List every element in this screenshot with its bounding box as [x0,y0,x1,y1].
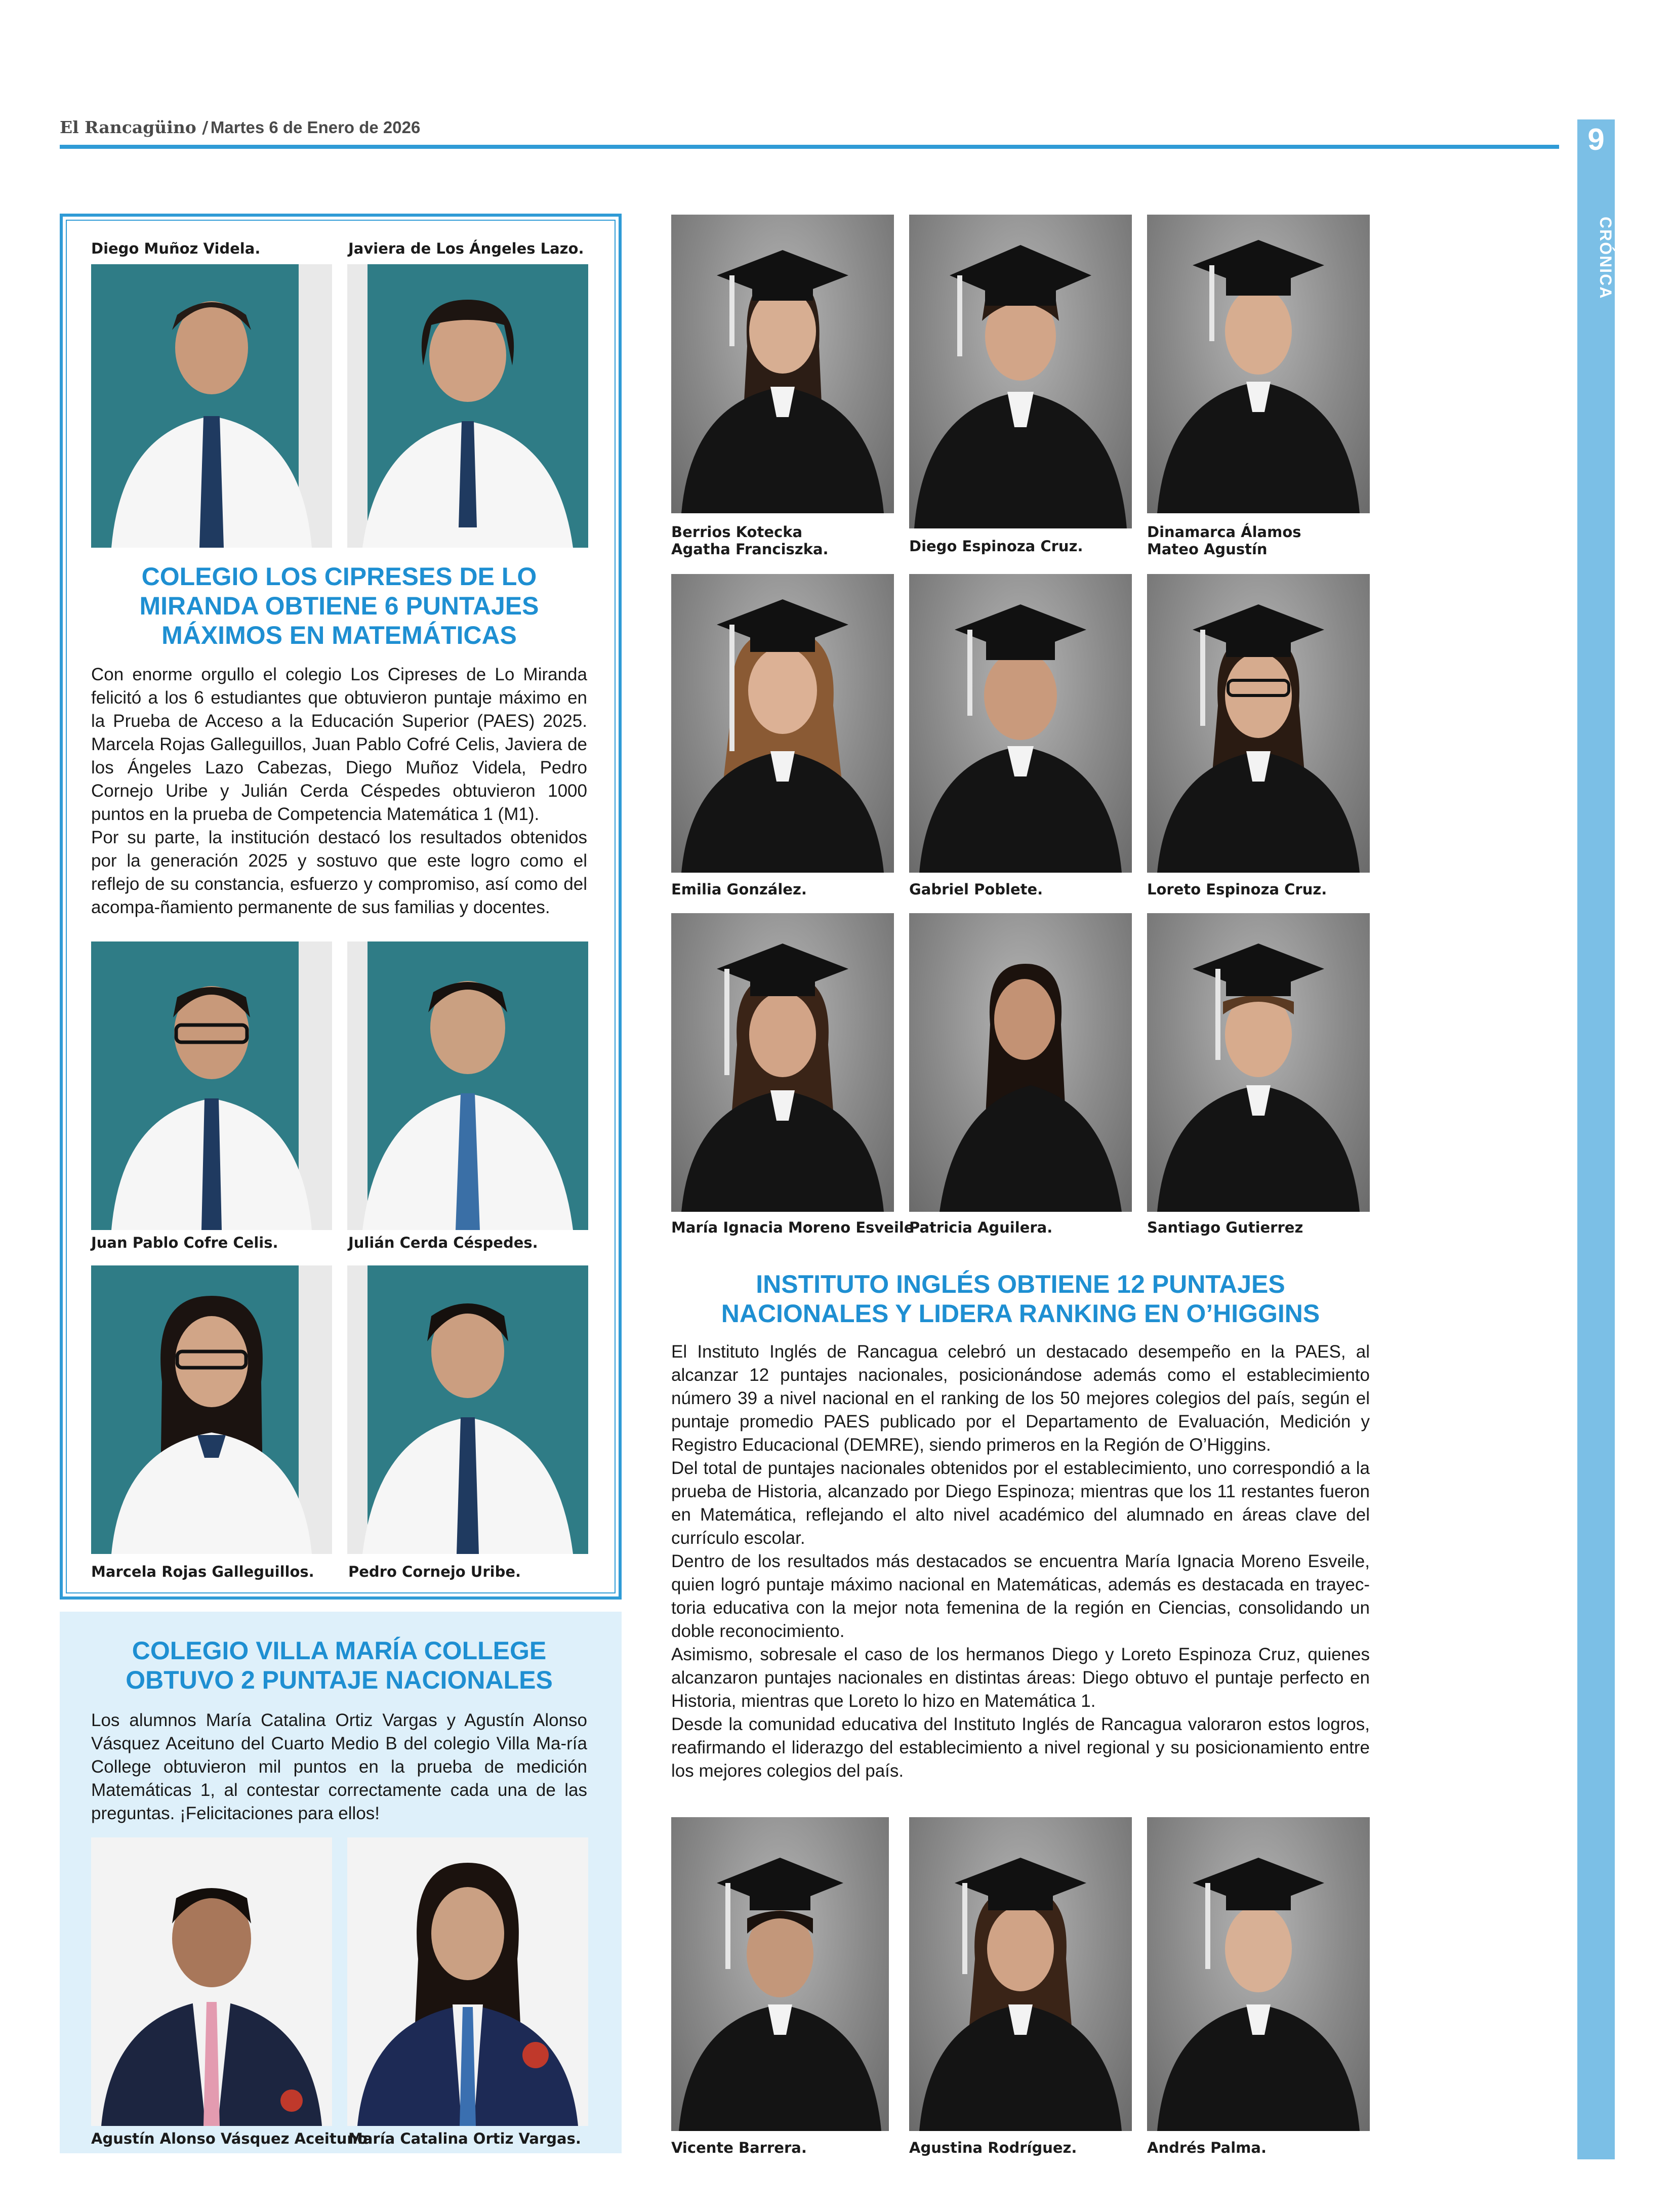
ingles-paragraph: Dentro de los resultados más destacados se encuentra María Ignacia Moreno Esveile, quien logró puntaje máximo nacional en Matemáticas, además es destacada en trayec-toria educativa con la mejor nota femenina de la región en Ciencias, consolidando un doble reconocimiento. [671,1551,1370,1641]
caption-dinamarca-alamos: Dinamarca Álamos [1147,523,1301,541]
villamaria-headline: COLEGIO VILLA MARÍA COLLEGE OBTUVO 2 PUNTAJE NACIONALES [126,1636,553,1694]
photo-santiago-gutierrez [1147,913,1370,1212]
photo-berrios-kotecka [671,215,894,513]
cipreses-body [91,663,587,919]
caption-santiago-gutierrez: Santiago Gutierrez [1147,1219,1303,1236]
ingles-paragraph: El Instituto Inglés de Rancagua celebró un destacado desempeño en la PAES, al alcanzar 12 puntajes nacionales, posicionándose además como el establecimiento número 39 a nivel nacional en el ranking de los 50 mejores colegios del país, según el puntaje promedio PAES publicado por el Departamento de Evaluación, Medición y Registro Educacional (DEMRE), siendo primeros en la Región de O’Higgins. [671,1342,1370,1455]
photo-maria-ignacia-moreno [671,913,894,1212]
photo-diego-munoz [91,264,332,548]
cipreses-paragraph: Por su parte, la institución destacó los resultados obtenidos por la generación 2025 y sostuvo que este logro como el reflejo de su constancia, esfuerzo y compromiso, así como del acompa-ñamiento permanente de sus familias y docentes. [91,828,587,917]
caption-agatha-franciszka: Agatha Franciszka. [671,541,829,558]
caption-andres-palma: Andrés Palma. [1147,2139,1267,2156]
photo-marcela-rojas [91,1265,332,1554]
photo-andres-palma [1147,1817,1370,2131]
caption-agustina-rodriguez: Agustina Rodríguez. [909,2139,1077,2156]
photo-loreto-espinoza [1147,574,1370,873]
caption-agustin-vasquez: Agustín Alonso Vásquez Aceituno [91,2130,368,2147]
header-rule [60,145,1559,149]
photo-javiera-lazo [347,264,588,548]
caption-emilia-gonzalez: Emilia González. [671,881,807,898]
publication-name: El Rancagüino / [60,117,209,137]
publication-date: Martes 6 de Enero de 2026 [210,118,421,137]
ingles-headline: INSTITUTO INGLÉS OBTIENE 12 PUNTAJES NACIONALES Y LIDERA RANKING EN O’HIGGINS [721,1270,1320,1328]
photo-emilia-gonzalez [671,574,894,873]
photo-agustina-rodriguez [909,1817,1132,2131]
caption-marcela-rojas: Marcela Rojas Galleguillos. [91,1563,314,1580]
caption-javiera-lazo: Javiera de Los Ángeles Lazo. [348,240,584,257]
caption-vicente-barrera: Vicente Barrera. [671,2139,807,2156]
photo-diego-espinoza [909,215,1132,528]
caption-loreto-espinoza: Loreto Espinoza Cruz. [1147,881,1327,898]
side-strip [1577,119,1615,2159]
page-header [60,117,1558,148]
photo-agustin-vasquez [91,1837,332,2126]
photo-dinamarca-alamos [1147,215,1370,513]
ingles-paragraph: Desde la comunidad educativa del Instituto Inglés de Rancagua valoraron estos logros, reafirmando el liderazgo del establecimiento a nivel regional y su posicionamiento entre los mejores colegios del país. [671,1714,1370,1781]
caption-julian-cerda: Julián Cerda Céspedes. [348,1234,538,1251]
caption-maria-ignacia-moreno: María Ignacia Moreno Esveile [671,1219,914,1236]
caption-gabriel-poblete: Gabriel Poblete. [909,881,1043,898]
ingles-paragraph: Asimismo, sobresale el caso de los hermanos Diego y Loreto Espinoza Cruz, quienes alcanzaron puntajes nacionales en distintas áreas: Diego obtuvo el puntaje perfecto en Historia, mientras que Loreto lo hizo en Matemática 1. [671,1645,1370,1711]
section-label: CRÓNICA [1597,217,1615,300]
photo-pedro-cornejo [347,1265,588,1554]
caption-juan-pablo-cofre: Juan Pablo Cofre Celis. [91,1234,278,1251]
ingles-paragraph: Del total de puntajes nacionales obtenidos por el establecimiento, uno correspondió a la prueba de Historia, alcanzado por Diego Espinoza; mientras que los 11 restantes fueron en Matemática, reflejando el alto nivel académico del alumnado en áreas clave del currículo escolar. [671,1458,1370,1548]
caption-maria-catalina-ortiz: María Catalina Ortiz Vargas. [348,2130,581,2147]
cipreses-paragraph: Con enorme orgullo el colegio Los Cipreses de Lo Miranda felicitó a los 6 estudiantes que obtuvieron puntaje máximo en la Prueba de Acceso a la Educación Superior (PAES) 2025. Marcela Rojas Galleguillos, Juan Pablo Cofré Celis, Javiera de los Ángeles Lazo Cabezas, Diego Muñoz Videla, Pedro Cornejo Uribe y Julián Cerda Céspedes obtuvieron 1000 puntos en la prueba de Competencia Matemática 1 (M1). [91,665,587,824]
photo-vicente-barrera [671,1817,889,2131]
photo-patricia-aguilera [909,913,1132,1212]
caption-diego-munoz: Diego Muñoz Videla. [91,240,261,257]
page-number: 9 [1587,122,1605,156]
photo-maria-catalina-ortiz [347,1837,588,2126]
ingles-body [671,1340,1370,1783]
caption-mateo-agustin: Mateo Agustín [1147,541,1268,558]
villamaria-body: Los alumnos María Catalina Ortiz Vargas y Agustín Alonso Vásquez Aceituno del Cuarto Medio B del colegio Villa Ma-ría College obtuvieron mil puntos en la prueba de medición Matemáticas 1, al contestar correctamente cada una de las preguntas. ¡Felicitaciones para ellos! [91,1710,587,1823]
photo-juan-pablo-cofre [91,941,332,1230]
caption-pedro-cornejo: Pedro Cornejo Uribe. [348,1563,521,1580]
caption-berrios-kotecka: Berrios Kotecka [671,523,803,541]
cipreses-headline: COLEGIO LOS CIPRESES DE LO MIRANDA OBTIENE 6 PUNTAJES MÁXIMOS EN MATEMÁTICAS [139,562,539,649]
caption-patricia-aguilera: Patricia Aguilera. [909,1219,1053,1236]
caption-diego-espinoza: Diego Espinoza Cruz. [909,538,1083,555]
photo-gabriel-poblete [909,574,1132,873]
photo-julian-cerda [347,941,588,1230]
